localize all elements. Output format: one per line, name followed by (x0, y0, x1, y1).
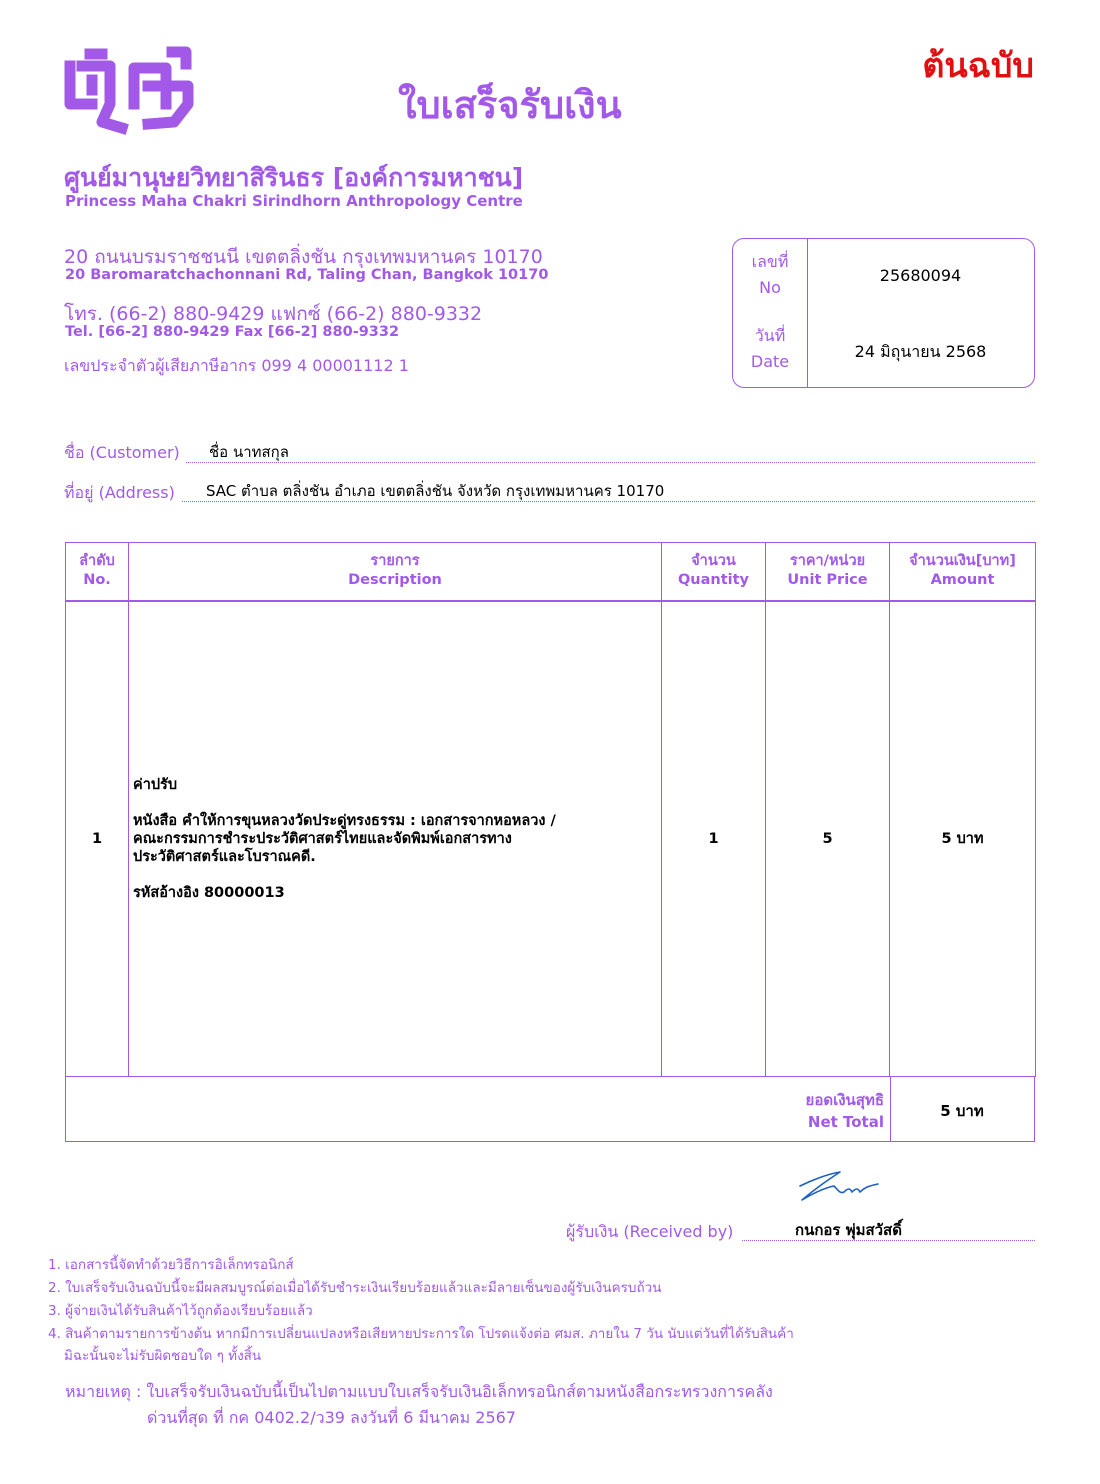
header-no-en: No. (83, 572, 111, 589)
org-tax-id: เลขประจำตัวผู้เสียภาษีอากร 099 4 00001112 1 (64, 356, 409, 375)
receipt-no-label-en: No (759, 278, 781, 297)
header-quantity-th: จำนวน (691, 553, 736, 570)
customer-name-value: ชื่อ นาทสกุล (209, 443, 289, 461)
original-copy-label: ต้นฉบับ (922, 46, 1034, 86)
receipt-date-value: 24 มิถุนายน 2568 (854, 342, 987, 361)
net-total-row (65, 1076, 1035, 1142)
table-row (66, 601, 1036, 1077)
receipt-date-label-en: Date (750, 352, 790, 371)
header-unit-price-th: ราคา/หน่วย (789, 553, 866, 570)
receipt-date-label (733, 323, 807, 375)
header-no-th: ลำดับ (79, 553, 115, 570)
row-quantity: 1 (662, 601, 766, 1077)
customer-name-label: ชื่อ (Customer) (64, 443, 180, 462)
row-no: 1 (66, 601, 129, 1077)
org-name-th: ศูนย์มานุษยวิทยาสิรินธร [องค์การมหาชน] (64, 163, 524, 192)
row-unit-price: 5 (766, 601, 890, 1077)
receipt-date-label-th: วันที่ (754, 326, 786, 345)
header-description-th: รายการ (370, 553, 420, 570)
note-1: 1. เอกสารนี้จัดทำด้วยวิธีการอิเล็กทรอนิกส์ (48, 1257, 294, 1273)
received-by-name: กนกอร พุ่มสวัสดิ์ (795, 1221, 902, 1239)
header-description (129, 543, 662, 601)
header-amount-th: จำนวนเงิน[บาท] (909, 553, 1016, 570)
header-amount-en: Amount (930, 572, 995, 589)
receipt-info-box (732, 238, 1035, 388)
receipt-no-value: 25680094 (879, 266, 962, 285)
receipt-no-label-th: เลขที่ (751, 252, 789, 271)
row-description (129, 601, 662, 1077)
org-name-en: Princess Maha Chakri Sirindhorn Anthropology Centre (65, 192, 523, 210)
row-amount: 5 บาท (890, 601, 1036, 1077)
received-by-line (742, 1240, 1035, 1241)
org-phone-th: โทร. (66-2) 880-9429 แฟกซ์ (66-2) 880-9332 (64, 303, 483, 325)
customer-name-line (186, 462, 1035, 463)
note-4-continued: มิฉะนั้นจะไม่รับผิดชอบใด ๆ ทั้งสิ้น (64, 1348, 262, 1364)
net-total-label-en: Net Total (807, 1113, 884, 1131)
header-quantity (662, 543, 766, 601)
org-address-th: 20 ถนนบรมราชชนนี เขตตลิ่งชัน กรุงเทพมหานคร 10170 (64, 246, 543, 268)
remark-line-2: ด่วนที่สุด ที่ กค 0402.2/ว39 ลงวันที่ 6 มีนาคม 2567 (147, 1408, 516, 1427)
customer-address-value: SAC ตำบล ตลิ่งชัน อำเภอ เขตตลิ่งชัน จังหวัด กรุงเทพมหานคร 10170 (206, 482, 665, 500)
header-unit-price (766, 543, 890, 601)
note-2: 2. ใบเสร็จรับเงินฉบับนี้จะมีผลสมบูรณ์ต่อเมื่อได้รับชำระเงินเรียบร้อยแล้วและมีลายเซ็นของผู้รับเงินครบถ้วน (48, 1280, 662, 1296)
net-total-value: 5 บาท (940, 1102, 984, 1120)
org-logo-icon (62, 46, 198, 138)
net-total-label-th: ยอดเงินสุทธิ (805, 1091, 884, 1109)
org-address-en: 20 Baromaratchachonnani Rd, Taling Chan, Bangkok 10170 (65, 267, 549, 283)
received-by-label: ผู้รับเงิน (Received by) (566, 1222, 734, 1241)
row-detail-2: คณะกรรมการชำระประวัติศาสตร์ไทยและจัดพิมพ์เอกสารทาง (133, 830, 512, 847)
note-3: 3. ผู้จ่ายเงินได้รับสินค้าไว้ถูกต้องเรียบร้อยแล้ว (48, 1303, 313, 1319)
org-phone-en: Tel. [66-2] 880-9429 Fax [66-2] 880-9332 (65, 324, 400, 340)
net-total-label (806, 1089, 884, 1133)
customer-address-line (182, 501, 1035, 502)
handwritten-signature-icon (798, 1166, 884, 1206)
header-no (66, 543, 129, 601)
row-reference: รหัสอ้างอิง 80000013 (133, 884, 285, 901)
row-detail-1: หนังสือ คำให้การขุนหลวงวัดประดู่ทรงธรรม : เอกสารจากหอหลวง / (133, 812, 556, 829)
customer-address-label: ที่อยู่ (Address) (64, 483, 175, 502)
header-description-en: Description (348, 572, 442, 589)
header-unit-price-en: Unit Price (787, 572, 868, 589)
header-amount (890, 543, 1036, 601)
receipt-no-label (733, 249, 807, 301)
header-quantity-en: Quantity (677, 572, 750, 589)
table-header-row (66, 543, 1036, 601)
note-4: 4. สินค้าตามรายการข้างต้น หากมีการเปลี่ยนแปลงหรือเสียหายประการใด โปรดแจ้งต่อ ศมส. ภายใน 7 วัน นับแต่วันที่ได้รับสินค้า (48, 1326, 794, 1342)
row-title: ค่าปรับ (133, 776, 178, 793)
items-table (65, 542, 1036, 1077)
row-detail-3: ประวัติศาสตร์และโบราณคดี. (133, 848, 316, 865)
document-title: ใบเสร็จรับเงิน (398, 83, 622, 127)
remark-line-1: หมายเหตุ : ใบเสร็จรับเงินฉบับนี้เป็นไปตามแบบใบเสร็จรับเงินอิเล็กทรอนิกส์ตามหนังสือกระทรวงการคลัง (65, 1382, 773, 1401)
